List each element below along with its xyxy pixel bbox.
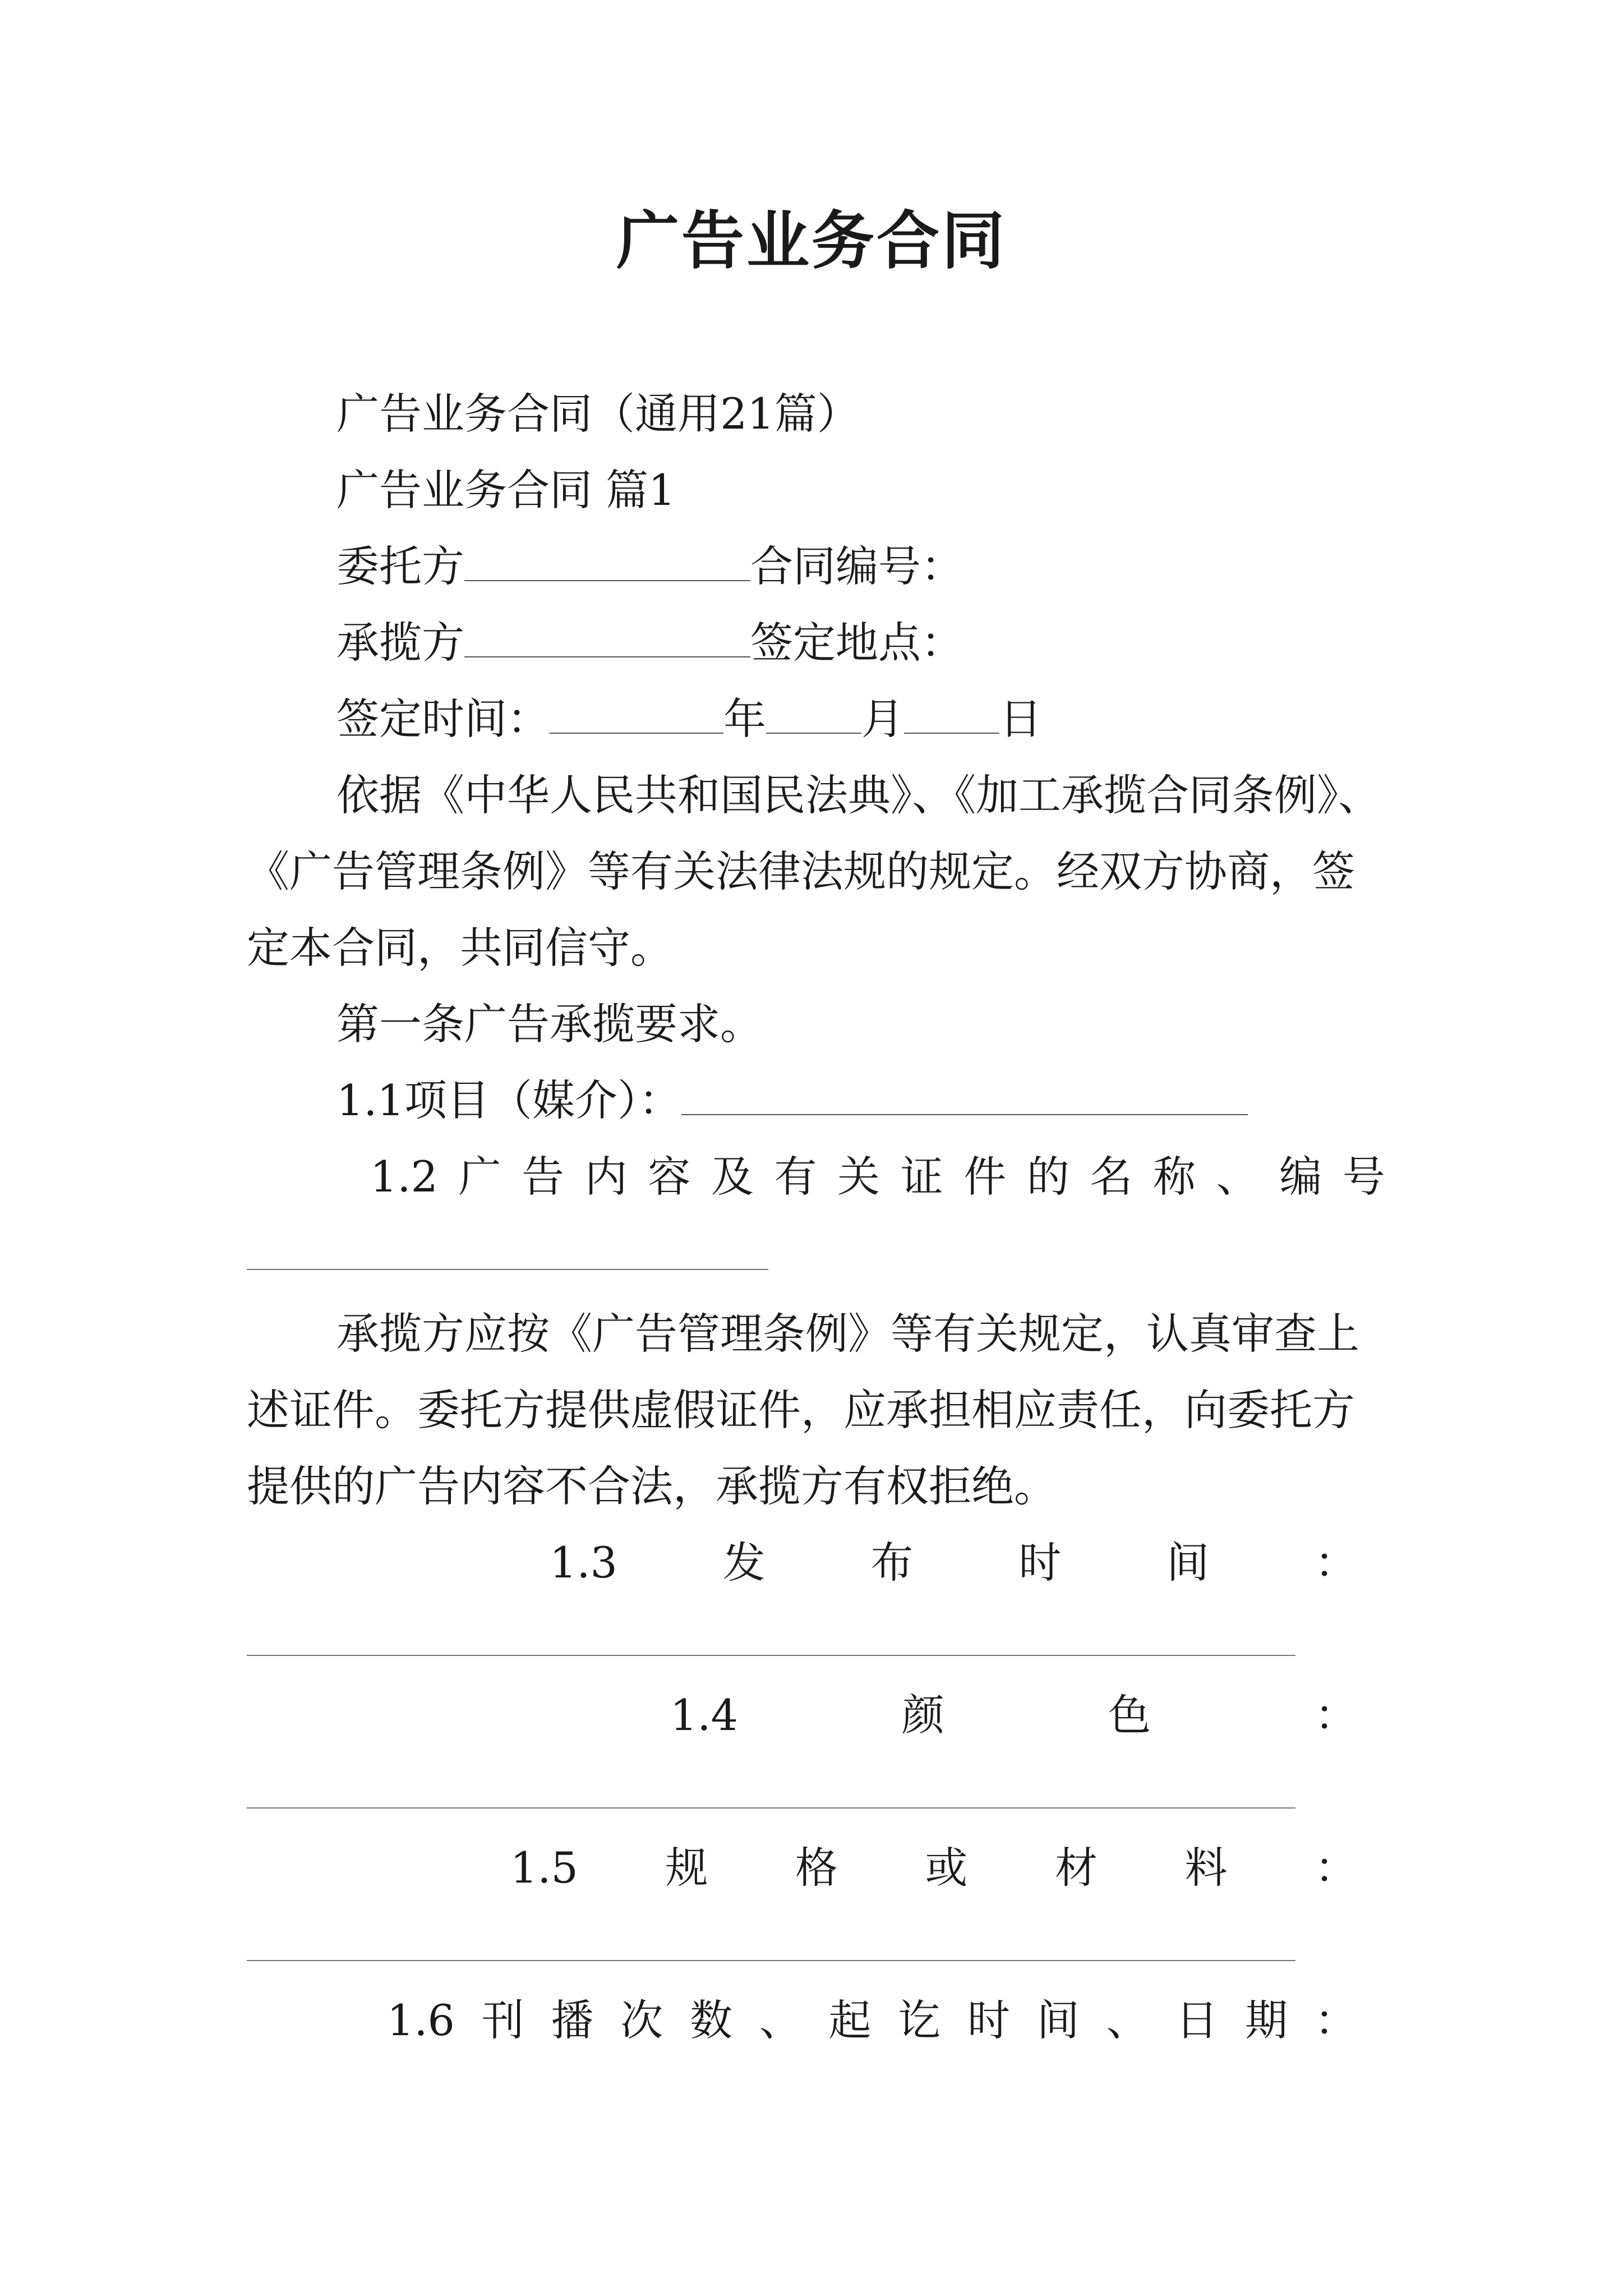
month-label: 月 <box>861 694 904 744</box>
item-1-6-char: 1.6 <box>387 1995 455 2045</box>
item-1-5-char: 规 <box>665 1843 708 1893</box>
day-blank[interactable] <box>904 692 999 734</box>
item-1-3-char: 发 <box>722 1538 766 1588</box>
item-1-6-char: 刊 <box>481 1995 524 2045</box>
item-1-5-char: 或 <box>925 1843 968 1893</box>
item-1-3-char: 时 <box>1018 1538 1062 1588</box>
item-1-5-char: 材 <box>1054 1843 1098 1893</box>
item-1-6-char: 数 <box>689 1995 732 2045</box>
item-1-2-char: 广 <box>458 1152 501 1202</box>
item-1-6-char: 日 <box>1175 1995 1219 2045</box>
item-1-6-char: ： <box>1314 1995 1357 2045</box>
item-1-3-char: ： <box>1314 1538 1357 1588</box>
item-1-2-char: 、 <box>1216 1152 1259 1202</box>
document-title: 广告业务合同 <box>616 205 1007 278</box>
item-1-6-char: 期 <box>1245 1995 1288 2045</box>
item-1-3-line <box>550 1536 1357 1590</box>
item-1-5-line <box>510 1841 1357 1895</box>
item-1-4-blank[interactable] <box>247 1807 1295 1809</box>
item-1-4-line <box>670 1688 1357 1742</box>
item-1-2-line <box>370 1150 1385 1204</box>
item-1-5-char: 格 <box>795 1843 838 1893</box>
item-1-2-char: 号 <box>1342 1152 1385 1202</box>
item-1-1-label: 1.1项目（媒介）： <box>336 1075 681 1125</box>
item-1-5-char: 1.5 <box>510 1843 578 1893</box>
item-1-2-char: 关 <box>837 1152 880 1202</box>
item-1-5-char: ： <box>1314 1843 1357 1893</box>
item-1-6-char: 、 <box>1106 1995 1149 2045</box>
paragraph-1-line-3: 定本合同，共同信守。 <box>247 923 673 973</box>
paragraph-1-line-1: 依据《中华人民共和国民法典》、《加工承揽合同条例》、 <box>336 770 1381 820</box>
item-1-2-char: 1.2 <box>370 1152 438 1202</box>
item-1-4-char: 色 <box>1108 1690 1151 1740</box>
sign-place-label: 签定地点： <box>750 618 963 668</box>
item-1-2-char: 及 <box>711 1152 754 1202</box>
section-heading: 广告业务合同 篇1 <box>336 465 676 515</box>
paragraph-1-line-2: 《广告管理条例》等有关法律法规的规定。经双方协商，签 <box>247 846 1355 896</box>
item-1-3-char: 1.3 <box>550 1538 617 1588</box>
item-1-1-blank[interactable] <box>681 1074 1248 1115</box>
contractor-blank[interactable] <box>464 616 750 657</box>
paragraph-2-line-1: 承揽方应按《广告管理条例》等有关规定，认真审查上 <box>336 1309 1359 1359</box>
item-1-3-char: 布 <box>870 1538 914 1588</box>
item-1-2-char: 证 <box>900 1152 943 1202</box>
year-blank[interactable] <box>550 692 723 734</box>
item-1-6-char: 起 <box>828 1995 872 2045</box>
item-1-6-char: 讫 <box>898 1995 941 2045</box>
contractor-label: 承揽方 <box>336 618 464 668</box>
item-1-2-char: 称 <box>1153 1152 1196 1202</box>
month-blank[interactable] <box>766 692 861 734</box>
item-1-2-char: 内 <box>584 1152 628 1202</box>
paragraph-2-line-2: 述证件。委托方提供虚假证件，应承担相应责任，向委托方 <box>247 1385 1355 1435</box>
item-1-6-char: 播 <box>551 1995 594 2045</box>
client-line <box>336 540 963 593</box>
item-1-2-char: 件 <box>963 1152 1007 1202</box>
item-1-2-char: 有 <box>774 1152 817 1202</box>
item-1-2-blank[interactable] <box>247 1269 768 1270</box>
day-label: 日 <box>999 694 1042 744</box>
contract-no-label: 合同编号： <box>750 541 963 591</box>
item-1-6-char: 次 <box>620 1995 663 2045</box>
item-1-4-char: 1.4 <box>670 1690 738 1740</box>
item-1-4-char: ： <box>1314 1690 1357 1740</box>
item-1-5-char: 料 <box>1184 1843 1228 1893</box>
item-1-6-char: 、 <box>759 1995 802 2045</box>
item-1-2-char: 容 <box>648 1152 691 1202</box>
item-1-2-char: 的 <box>1026 1152 1069 1202</box>
item-1-3-blank[interactable] <box>247 1655 1295 1656</box>
item-1-3-char: 间 <box>1166 1538 1210 1588</box>
contractor-line <box>336 616 963 670</box>
item-1-2-char: 告 <box>522 1152 565 1202</box>
item-1-1-line <box>336 1074 1248 1128</box>
client-label: 委托方 <box>336 541 464 591</box>
sign-time-line <box>336 692 1042 746</box>
document-subtitle: 广告业务合同（通用21篇） <box>336 389 860 439</box>
paragraph-2-line-3: 提供的广告内容不合法，承揽方有权拒绝。 <box>247 1461 1057 1511</box>
sign-time-label: 签定时间： <box>336 694 550 744</box>
item-1-6-char: 间 <box>1036 1995 1080 2045</box>
year-label: 年 <box>723 694 766 744</box>
client-blank[interactable] <box>464 540 750 581</box>
item-1-2-char: 编 <box>1279 1152 1322 1202</box>
item-1-6-char: 时 <box>967 1995 1010 2045</box>
item-1-6-line <box>387 1994 1357 2047</box>
article-1-heading: 第一条广告承揽要求。 <box>336 999 763 1049</box>
item-1-2-char: 名 <box>1090 1152 1133 1202</box>
item-1-4-char: 颜 <box>901 1690 944 1740</box>
item-1-5-blank[interactable] <box>247 1960 1295 1961</box>
